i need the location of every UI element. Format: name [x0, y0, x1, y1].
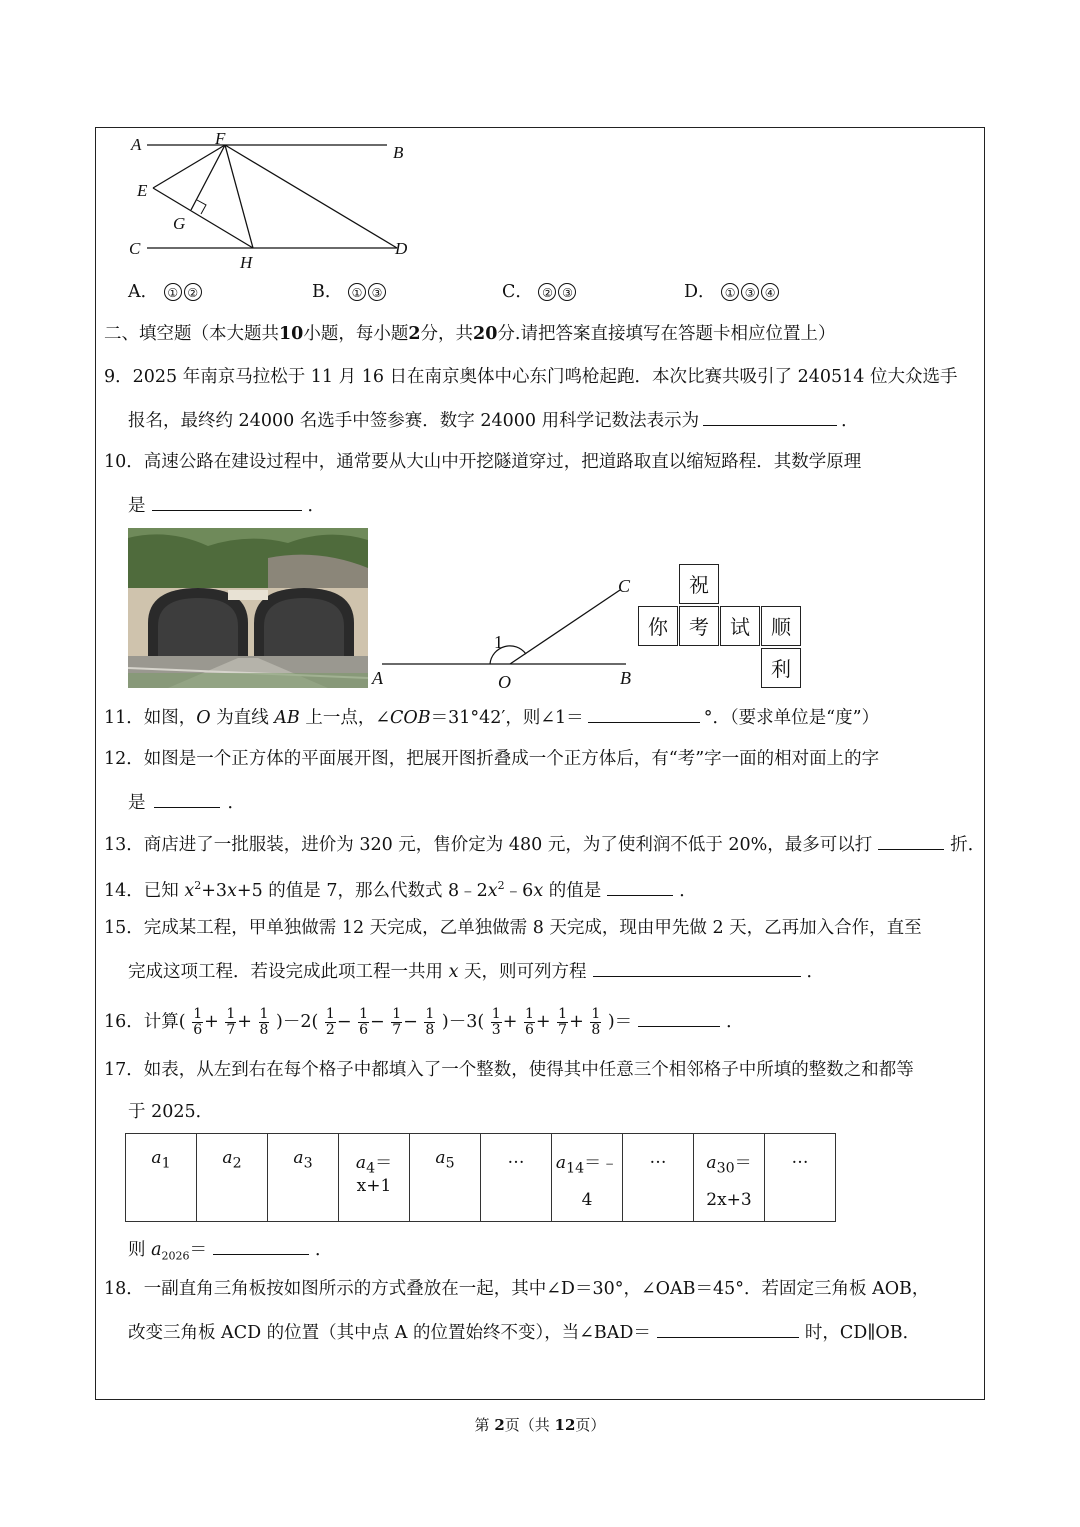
q11-answer-blank[interactable]	[588, 704, 700, 723]
fraction: $\frac{1}{6}$	[524, 1006, 534, 1038]
q13-answer-blank[interactable]	[878, 831, 944, 850]
q10-line1: 10．高速公路在建设过程中，通常要从大山中开挖隧道穿过，把道路取直以缩短路程．其数学原理	[104, 452, 862, 472]
fraction: $\frac{1}{8}$	[259, 1006, 269, 1038]
net-cell: 利	[761, 648, 801, 688]
option-b: B． ① ③	[312, 280, 388, 304]
fraction: $\frac{1}{6}$	[359, 1006, 368, 1038]
net-cell: 顺	[761, 606, 801, 646]
sequence-table	[125, 1133, 836, 1222]
geometry-figure	[125, 128, 425, 276]
q16-line: 16．计算( $\frac{1}{6}$ + $\frac{1}{7}$ + $\frac{1}{8}$ )－2( $\frac{1}{2}$ − $\frac{1}{6}$ − $\frac{1}{7}$ − $\frac{1}{8}$ )－3( $\frac{1}{3}$ + $\frac{1}{6}$ + $\frac{1}{7}$ + $\frac{1}{8}$ )＝ ．	[104, 1006, 744, 1038]
fraction: $\frac{1}{7}$	[392, 1006, 402, 1038]
table-cell: …	[481, 1134, 552, 1222]
label-B2: B	[620, 668, 631, 688]
q13-line: 13．商店进了一批服装，进价为 320 元，售价定为 480 元，为了使利润不低于 20%，最多可以打 折．	[104, 831, 985, 857]
angle-figure	[368, 572, 648, 694]
fraction: $\frac{1}{2}$	[325, 1006, 335, 1038]
fraction: $\frac{1}{7}$	[226, 1006, 236, 1038]
fraction: $\frac{1}{8}$	[591, 1006, 601, 1038]
q9-line2: 报名，最终约 24000 名选手中签参赛．数字 24000 用科学记数法表示为 ．	[128, 407, 859, 433]
q17-answer-blank[interactable]	[213, 1236, 309, 1255]
q9-answer-blank[interactable]	[703, 407, 837, 426]
label-O: O	[498, 672, 511, 692]
table-cell: $a_{14}=﹣$ 4	[552, 1134, 623, 1222]
fraction: $\frac{1}{7}$	[558, 1006, 568, 1038]
q17-line1: 17．如表，从左到右在每个格子中都填入了一个整数，使得其中任意三个相邻格子中所填的整数之和都等	[104, 1060, 914, 1080]
q17-ask: 则 $a_{2026}=$ ．	[128, 1236, 333, 1269]
q15-line1: 15．完成某工程，甲单独做需 12 天完成，乙单独做需 8 天完成，现由甲先做 2 天，乙再加入合作，直至	[104, 918, 922, 938]
page-footer: 第 2页（共 12页）	[474, 1416, 606, 1434]
table-cell: …	[623, 1134, 694, 1222]
q14-answer-blank[interactable]	[607, 877, 673, 896]
label-C: C	[129, 239, 141, 258]
q16-answer-blank[interactable]	[638, 1008, 720, 1027]
section-heading: 二、填空题（本大题共10小题，每小题2分，共20分.请把答案直接填写在答题卡相应位置上）	[104, 324, 836, 344]
table-cell: …	[765, 1134, 836, 1222]
label-E: E	[137, 181, 148, 200]
tunnel-photo	[128, 528, 368, 688]
table-cell: $a_2$	[197, 1134, 268, 1222]
label-H: H	[240, 253, 253, 272]
label-F: F	[215, 129, 226, 148]
option-d: D． ① ③ ④	[684, 280, 781, 304]
q12-line2: 是 ．	[128, 789, 245, 815]
net-cell: 祝	[679, 564, 719, 604]
angle-1-label: 1	[494, 632, 503, 652]
q17-line2: 于 2025．	[128, 1102, 214, 1122]
q12-answer-blank[interactable]	[154, 789, 220, 808]
fraction: $\frac{1}{8}$	[425, 1006, 435, 1038]
q12-line1: 12．如图是一个正方体的平面展开图，把展开图折叠成一个正方体后，有“考”字一面的相对面上的字	[104, 749, 880, 769]
q15-answer-blank[interactable]	[593, 958, 801, 977]
net-cell: 你	[638, 606, 678, 646]
label-A2: A	[372, 668, 383, 688]
q15-line2: 完成这项工程．若设完成此项工程一共用 x 天，则可列方程 ．	[128, 958, 824, 984]
label-G: G	[173, 214, 186, 233]
q14-line: 14．已知 $x^2+3x+5$ 的值是 7，那么代数式 $8﹣2x^2﹣6x$ 的值是 ．	[104, 874, 697, 903]
label-C2: C	[618, 576, 631, 596]
q18-answer-blank[interactable]	[657, 1319, 799, 1338]
table-cell: $a_4=x+1$	[339, 1134, 410, 1222]
q10-line2: 是 ．	[128, 492, 325, 518]
q11-line: 11．如图，O 为直线 AB 上一点，∠COB＝31°42′，则∠1＝ °．（要求单位是“度”）	[104, 704, 879, 730]
q18-line1: 18．一副直角三角板按如图所示的方式叠放在一起，其中∠D＝30°，∠OAB＝45°．若固定三角板 AOB，	[104, 1279, 930, 1299]
option-a: A． ① ②	[128, 280, 204, 304]
net-cell: 试	[720, 606, 760, 646]
q9-line1: 9．2025 年南京马拉松于 11 月 16 日在南京奥体中心东门鸣枪起跑．本次比赛共吸引了 240514 位大众选手	[104, 367, 958, 387]
option-c: C． ② ③	[502, 280, 578, 304]
label-D: D	[395, 239, 408, 258]
table-cell: $a_3$	[268, 1134, 339, 1222]
table-cell: $a_{30}=$ 2x+3	[694, 1134, 765, 1222]
label-A: A	[131, 135, 142, 154]
table-cell: $a_5$	[410, 1134, 481, 1222]
fraction: $\frac{1}{6}$	[193, 1006, 203, 1038]
label-B: B	[393, 143, 404, 162]
table-cell: $a_1$	[126, 1134, 197, 1222]
q10-answer-blank[interactable]	[152, 492, 302, 511]
fraction: $\frac{1}{3}$	[491, 1006, 501, 1038]
q18-line2: 改变三角板 ACD 的位置（其中点 A 的位置始终不变），当∠BAD＝ 时，CD∥OB．	[128, 1319, 920, 1345]
net-cell: 考	[679, 606, 719, 646]
